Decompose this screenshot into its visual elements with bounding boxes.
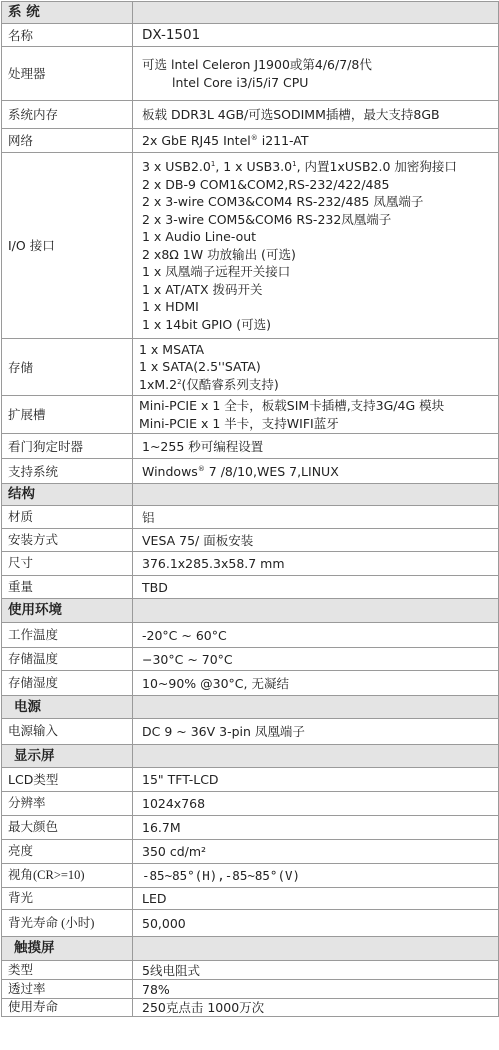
value-line: Mini-PCIE x 1 半卡，支持WIFI蓝牙 [139,415,339,431]
row-value [133,396,499,434]
value-line: 2 x DB-9 COM1&COM2,RS-232/422/485 [142,176,390,192]
footnote-mark: 1 [210,159,216,168]
section-title: 电源 [2,696,133,719]
section-title: 触摸屏 [2,937,133,961]
row-label: 亮度 [2,840,133,864]
row-st-temp [2,648,499,671]
row-label: 材质 [2,506,133,529]
row-backlight-life [2,910,499,937]
row-label: 网络 [2,129,133,153]
row-label: 存储湿度 [2,671,133,696]
row-label: 存储温度 [2,648,133,671]
row-cpu [2,47,499,101]
row-value [133,339,499,396]
row-label: I/O 接口 [2,153,133,339]
row-value: 15" TFT-LCD [133,768,499,792]
row-transmittance [2,980,499,999]
row-value [133,153,499,339]
value-line: 1 x AT/ATX 拨码开关 [142,281,263,297]
row-value: 5线电阻式 [133,961,499,980]
row-op-temp [2,623,499,648]
row-value: LED [133,888,499,910]
row-label: 视角(CR>=10) [2,864,133,888]
section-touch [2,937,499,961]
row-value: 350 cd/m² [133,840,499,864]
section-environment [2,599,499,623]
row-value [133,129,499,153]
row-colors [2,816,499,840]
row-value: VESA 75/ 面板安装 [133,529,499,552]
row-brightness [2,840,499,864]
row-storage [2,339,499,396]
row-lcd [2,768,499,792]
row-label: LCD类型 [2,768,133,792]
value-line: 2 x8Ω 1W 功放输出 (可选) [142,246,296,262]
value-line: 1 x SATA(2.5''SATA) [139,359,261,375]
spec-table [1,1,499,1017]
row-io [2,153,499,339]
row-value: 板载 DDR3L 4GB/可选SODIMM插槽，最大支持8GB [133,101,499,129]
section-title: 使用环境 [2,599,133,623]
section-title: 结构 [2,484,133,506]
section-title: 显示屏 [2,745,133,768]
row-value: DC 9 ~ 36V 3-pin 凤凰端子 [133,719,499,745]
row-value: 250克点击 1000万次 [133,999,499,1017]
section-structure [2,484,499,506]
value-line: 1 x MSATA [139,341,205,357]
value-line: 1 x Audio Line-out [142,229,257,244]
network-text: 2x GbE RJ45 Intel [142,133,251,148]
row-value: −30°C ~ 70°C [133,648,499,671]
row-label: 扩展槽 [2,396,133,434]
row-value: -20°C ~ 60°C [133,623,499,648]
row-label: 背光 [2,888,133,910]
row-material [2,506,499,529]
row-expansion [2,396,499,434]
row-label: 存储 [2,339,133,396]
row-value: 10~90% @30°C, 无凝结 [133,671,499,696]
row-value: 1024x768 [133,792,499,816]
row-size [2,552,499,576]
value-line: 1 x 凤凰端子远程开关接口 [142,264,291,279]
row-label: 背光寿命 (小时) [2,910,133,937]
row-st-hum [2,671,499,696]
row-label: 系统内存 [2,101,133,129]
network-text: i211-AT [257,133,309,148]
row-value: 78% [133,980,499,999]
row-label: 最大颜色 [2,816,133,840]
row-label: 尺寸 [2,552,133,576]
registered-mark: ® [197,464,205,473]
row-label: 类型 [2,961,133,980]
row-touch-type [2,961,499,980]
row-value: 铝 [133,506,499,529]
row-watchdog [2,434,499,459]
value-line: lntel Core i3/i5/i7 CPU [172,74,309,90]
row-label: 透过率 [2,980,133,999]
value-line: Mini-PCIE x 1 全卡，板载SIM卡插槽,支持3G/4G 模块 [139,398,445,413]
row-network [2,129,499,153]
row-value: 1~255 秒可编程设置 [133,434,499,459]
row-value: 50,000 [133,910,499,937]
row-weight [2,576,499,599]
row-value: Windows® 7 /8/10,WES 7,LINUX [133,459,499,484]
row-value: -85~85°(H),-85~85°(V) [133,864,499,888]
row-view-angle [2,864,499,888]
row-value: 376.1x285.3x58.7 mm [133,552,499,576]
registered-mark: ® [250,133,258,142]
section-system [2,2,499,24]
row-label: 电源输入 [2,719,133,745]
row-touch-life [2,999,499,1017]
row-label: 安装方式 [2,529,133,552]
row-resolution [2,792,499,816]
row-value [133,47,499,101]
row-value: 16.7M [133,816,499,840]
value-line: $1xM.2^2$(仅酷睿系列支持) [139,376,279,392]
row-label: 分辨率 [2,792,133,816]
row-label: 处理器 [2,47,133,101]
value-line: 2 x 3-wire COM5&COM6 RS-232凤凰端子 [142,211,392,227]
row-label: 支持系统 [2,459,133,484]
row-label: 使用寿命 [2,999,133,1017]
value-line: 1 x 14bit GPIO (可选) [142,316,271,332]
row-label: 名称 [2,24,133,47]
section-display [2,745,499,768]
row-value: TBD [133,576,499,599]
row-name [2,24,499,47]
section-power [2,696,499,719]
section-title: 系 统 [2,2,133,24]
row-mount [2,529,499,552]
row-memory [2,101,499,129]
row-label: 工作温度 [2,623,133,648]
row-label: 重量 [2,576,133,599]
value-line: 可选 lntel Celeron J1900或第4/6/7/8代 [142,57,372,72]
row-backlight [2,888,499,910]
row-os [2,459,499,484]
row-label: 看门狗定时器 [2,434,133,459]
row-value: DX-1501 [133,24,499,47]
value-line: 2 x 3-wire COM3&COM4 RS-232/485 凤凰端子 [142,194,424,209]
footnote-mark: 1 [292,159,297,168]
value-line: 3 x $USB2.0^1$, 1 x $USB3.0^1$, 内置1xUSB2.0 加密狗接口 [142,159,457,174]
row-power-input [2,719,499,745]
value-line: 1 x HDMI [142,299,199,314]
footnote-mark: 2 [177,377,182,386]
